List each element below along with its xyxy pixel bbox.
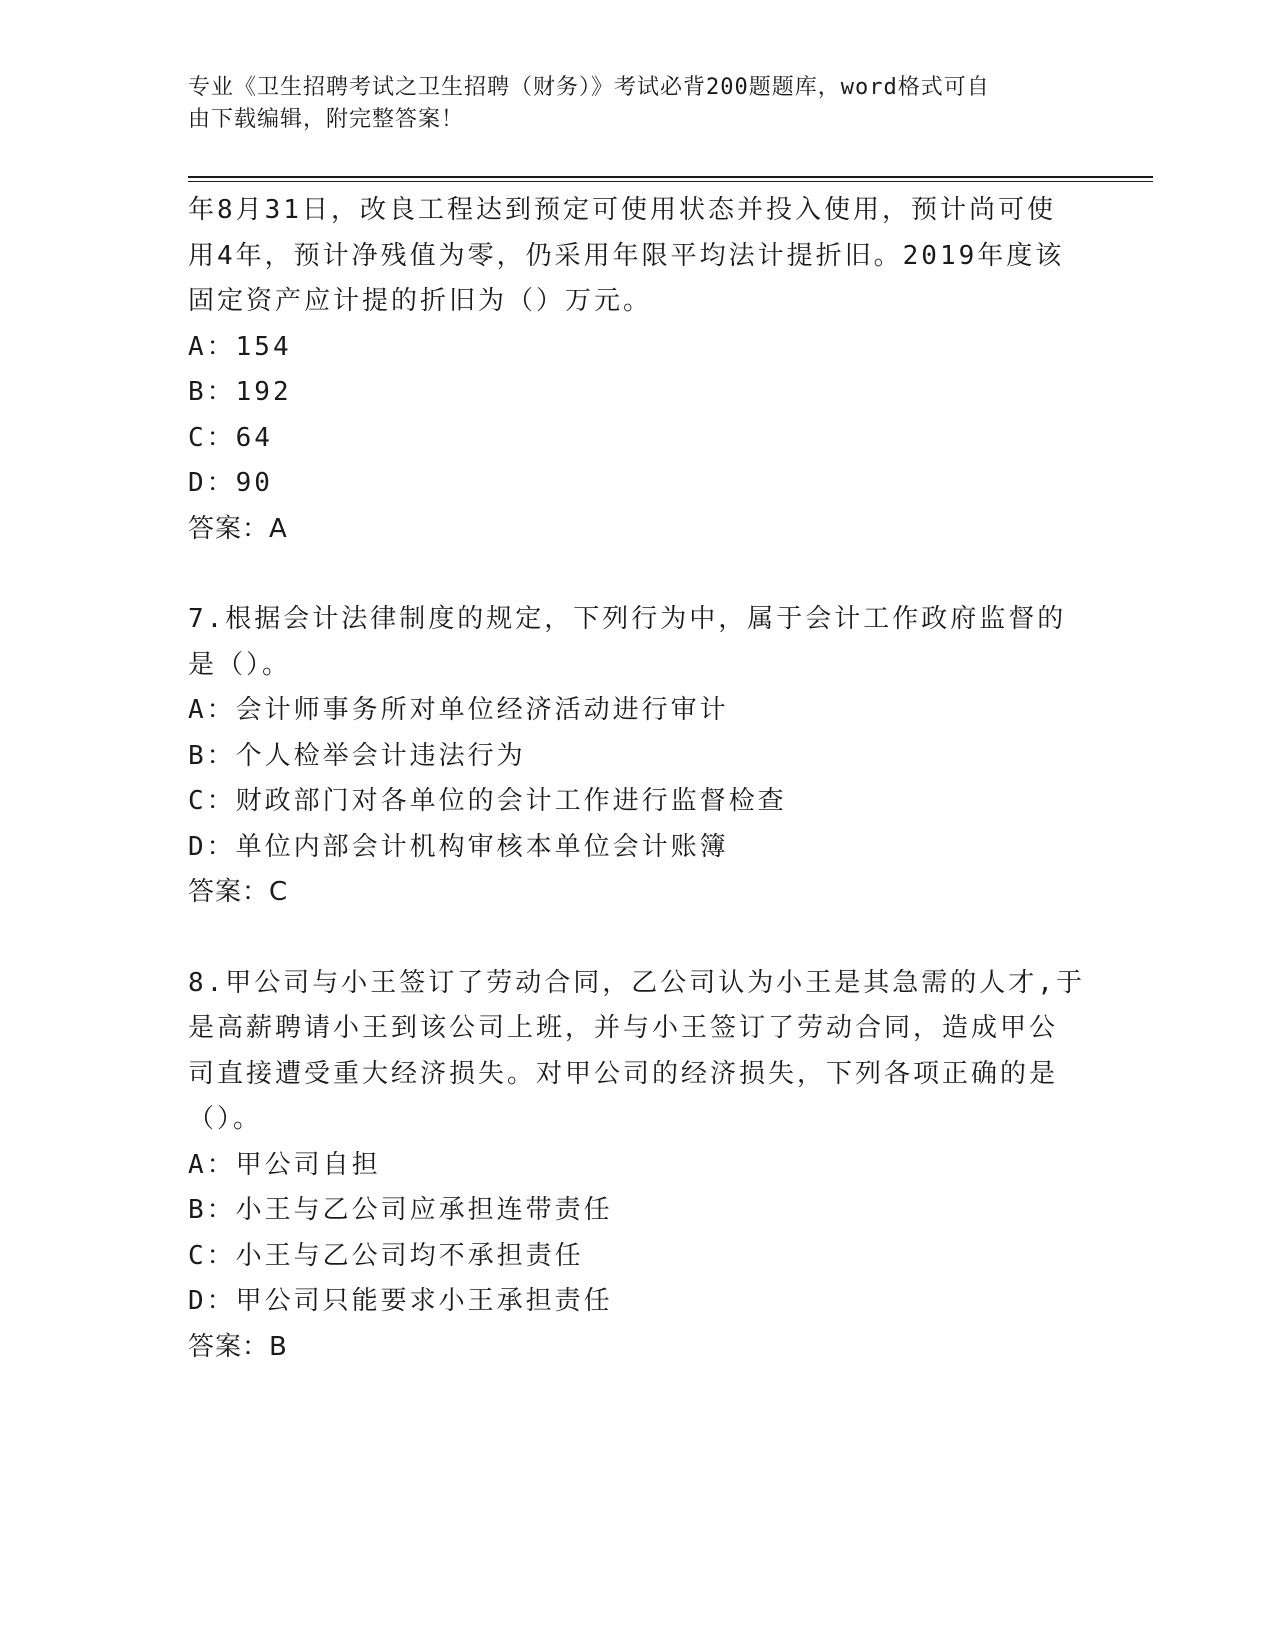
- spacer: [188, 552, 1088, 597]
- option-a: A：154: [188, 331, 292, 362]
- document-body: [188, 188, 1088, 1370]
- option-c: C：财政部门对各单位的会计工作进行监督检查: [188, 786, 787, 816]
- header-line-1: 专业《卫生招聘考试之卫生招聘（财务）》考试必背200题题库，word格式可自: [188, 75, 990, 100]
- question-stem-line: 8.甲公司与小王签订了劳动合同，乙公司认为小王是其急需的人才,于: [188, 967, 1085, 998]
- question-stem-line: 是（）。: [188, 649, 292, 680]
- question-stem-line: 是高薪聘请小王到该公司上班，并与小王签订了劳动合同，造成甲公: [188, 1013, 1059, 1043]
- question-7: [188, 597, 1088, 916]
- option-b: B：小王与乙公司应承担连带责任: [188, 1195, 613, 1225]
- option-d: D：单位内部会计机构审核本单位会计账簿: [188, 831, 729, 862]
- answer-line: 答案：B: [188, 1331, 288, 1362]
- question-stem-line: 7.根据会计法律制度的规定，下列行为中，属于会计工作政府监督的: [188, 604, 1067, 634]
- question-8: [188, 961, 1088, 1371]
- question-stem-line: 用4年，预计净残值为零，仍采用年限平均法计提折旧。2019年度该: [188, 240, 1065, 271]
- option-c: C：64: [188, 422, 273, 453]
- option-a: A：会计师事务所对单位经济活动进行审计: [188, 695, 729, 725]
- answer-line: 答案：C: [188, 877, 289, 907]
- option-b: B：个人检举会计违法行为: [188, 740, 526, 771]
- answer-line: 答案：A: [188, 513, 288, 544]
- question-stem-line: 司直接遭受重大经济损失。对甲公司的经济损失，下列各项正确的是: [188, 1058, 1059, 1089]
- option-a: A：甲公司自担: [188, 1149, 381, 1180]
- document-header: [188, 72, 1068, 136]
- option-d: D：90: [188, 468, 273, 498]
- question-stem-line: 固定资产应计提的折旧为（）万元。: [188, 286, 653, 316]
- header-divider-thick: [188, 176, 1153, 178]
- question-6: [188, 188, 1088, 552]
- question-stem-line: 年8月31日，改良工程达到预定可使用状态并投入使用，预计尚可使: [188, 195, 1056, 225]
- spacer: [188, 916, 1088, 961]
- option-b: B：192: [188, 377, 292, 407]
- question-stem-line: （）。: [188, 1104, 263, 1134]
- header-line-2: 由下载编辑，附完整答案！: [188, 107, 465, 132]
- header-divider-thin: [188, 181, 1153, 182]
- option-c: C：小王与乙公司均不承担责任: [188, 1240, 584, 1271]
- option-d: D：甲公司只能要求小王承担责任: [188, 1286, 613, 1316]
